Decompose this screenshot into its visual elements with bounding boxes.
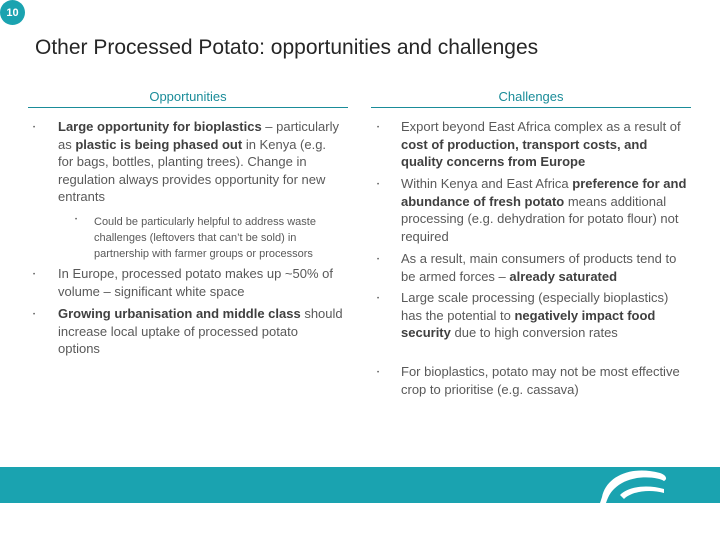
bullet-icon: • (33, 312, 36, 318)
sub-bullet-icon: • (75, 217, 78, 223)
challenge-food-security: Large scale processing (especially bioplastics) has the potential to negatively impact food security due to high conversion rates (401, 290, 669, 340)
bullet-icon: • (377, 370, 380, 376)
bullet-icon: • (377, 182, 380, 188)
challenge-armed-forces: As a result, main consumers of products tend to be armed forces – already saturated (401, 251, 677, 284)
opportunity-urbanisation: Growing urbanisation and middle class should increase local uptake of processed potato options (58, 306, 343, 356)
bullet-icon: • (377, 125, 380, 131)
challenges-heading: Challenges (498, 89, 564, 104)
brand-logo-icon (600, 467, 670, 503)
opportunity-bioplastics: Large opportunity for bioplastics – particularly as plastic is being phased out in Kenya (e.g. for bags, bottles, planting trees). Change in regulation always provides opportunity for new entrants (58, 119, 339, 204)
opportunity-waste-subpoint: Could be particularly helpful to address waste challenges (leftovers that can’t be sold) in partnership with farmer groups or processors (94, 216, 316, 260)
opportunities-heading: Opportunities (149, 89, 227, 104)
bullet-icon: • (377, 257, 380, 263)
opportunity-europe: In Europe, processed potato makes up ~50% of volume – significant white space (58, 266, 333, 299)
bullet-icon: • (33, 125, 36, 131)
challenge-fresh-preference: Within Kenya and East Africa preference for and abundance of fresh potato means additional processing (e.g. dehydration for potato flour) not required (401, 176, 687, 244)
challenges-divider (371, 107, 691, 108)
slide-number-badge: 10 (0, 0, 25, 25)
opportunities-divider (28, 107, 348, 108)
bullet-icon: • (33, 272, 36, 278)
slide-title: Other Processed Potato: opportunities and challenges (35, 36, 539, 59)
bullet-icon: • (377, 296, 380, 302)
challenge-export: Export beyond East Africa complex as a result of cost of production, transport costs, and quality concerns from Europe (401, 119, 681, 169)
challenge-cassava: For bioplastics, potato may not be most effective crop to prioritise (e.g. cassava) (401, 364, 680, 397)
